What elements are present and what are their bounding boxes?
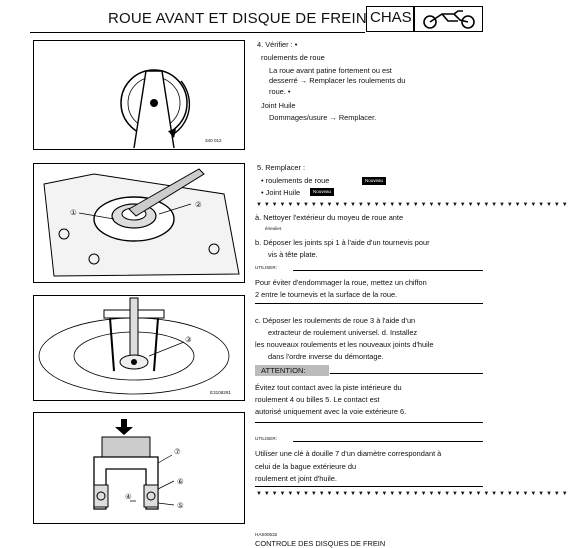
- footer-code: HAS00532: [255, 532, 278, 537]
- motorcycle-icon: [418, 8, 480, 30]
- page-title: ROUE AVANT ET DISQUE DE FREIN: [108, 10, 367, 27]
- step-5-title: 5. Remplacer :: [257, 163, 306, 172]
- step-a-text: à. Nettoyer l'extérieur du moyeu de roue ante: [255, 213, 404, 222]
- wheel-illustration: [34, 41, 243, 148]
- note-2-line-2: celui de la bague extérieure du: [255, 462, 357, 471]
- note-2-line-3: roulement et joint d'huile.: [255, 474, 337, 483]
- step-c-line-3: les nouveaux roulements et les nouveaux joints d'huile: [255, 340, 434, 349]
- note-label: UTILISER:: [255, 265, 277, 270]
- new-badge: Nouveau: [362, 177, 386, 185]
- attention-line-1: Évitez tout contact avec la piste intérieure du: [255, 383, 402, 392]
- figure-wheel-check: [33, 40, 245, 150]
- step-5-item-2: • Joint Huile: [261, 188, 301, 197]
- step-a-note: érieulier.: [265, 226, 283, 231]
- step-c-line-4: dans l'ordre inverse du démontage.: [268, 352, 384, 361]
- section-divider: [413, 6, 415, 32]
- figure-bearing-puller: [33, 295, 245, 401]
- callout-3: ③: [185, 335, 192, 344]
- note-1-line-1: Pour éviter d'endommager la roue, mettez un chiffon: [255, 278, 427, 287]
- figure-caption: 340 012: [205, 138, 222, 143]
- note-end-rule: [255, 486, 483, 487]
- step-4-desc-1: La roue avant patine fortement ou est: [269, 66, 392, 75]
- callout-1: ①: [70, 208, 77, 217]
- install-illustration: [34, 413, 243, 522]
- note-end-rule: [255, 303, 483, 304]
- note-label: UTILISER:: [255, 436, 277, 441]
- attention-end-rule: [255, 422, 483, 423]
- header-rule: [30, 32, 365, 33]
- note-rule: [293, 270, 483, 271]
- note-2-line-1: Utiliser une clé à douille 7 d'un diamètre correspondant à: [255, 449, 442, 458]
- figure-oil-seal-removal: [33, 163, 245, 283]
- step-4-desc-4: Dommages/usure → Remplacer.: [269, 113, 377, 122]
- callout-5: ⑤: [177, 501, 184, 510]
- attention-line-2: roulement 4 ou billes 5. Le contact est: [255, 395, 380, 404]
- step-4-item-2: Joint Huile: [261, 101, 296, 110]
- figure-bearing-install: [33, 412, 245, 524]
- figure-caption: E3108281: [210, 390, 231, 395]
- puller-illustration: [34, 296, 243, 399]
- step-4-desc-3: roue. •: [269, 87, 291, 96]
- procedure-start-marker: ▼▼▼▼▼▼▼▼▼▼▼▼▼▼▼▼▼▼▼▼▼▼▼▼▼▼▼▼▼▼▼▼▼▼▼▼▼▼▼▼: [256, 202, 570, 208]
- section-code: CHAS: [370, 9, 412, 26]
- step-4-item-1: roulements de roue: [261, 53, 325, 62]
- step-4-desc-2: desserré → Remplacer les roulements du: [269, 76, 406, 85]
- callout-6: ⑥: [177, 477, 184, 486]
- attention-label: ATTENTION:: [255, 365, 329, 376]
- step-b-line-2: vis à tête plate.: [268, 250, 318, 259]
- callout-2: ②: [195, 200, 202, 209]
- step-5-item-1: • roulements de roue: [261, 176, 330, 185]
- attention-rule: [330, 373, 483, 374]
- note-1-line-2: 2 entre le tournevis et la surface de la roue.: [255, 290, 398, 299]
- step-c-line-1: c. Déposer les roulements de roue 3 à l'aide d'un: [255, 316, 416, 325]
- step-c-line-2: extracteur de roulement universel. d. Installez: [268, 328, 418, 337]
- callout-4: ④: [125, 492, 132, 501]
- procedure-end-marker: ▼▼▼▼▼▼▼▼▼▼▼▼▼▼▼▼▼▼▼▼▼▼▼▼▼▼▼▼▼▼▼▼▼▼▼▼▼▼▼▼: [256, 491, 570, 497]
- callout-7: ⑦: [174, 447, 181, 456]
- hub-illustration: [34, 164, 243, 281]
- note-rule: [293, 441, 483, 442]
- attention-line-3: autorisé uniquement avec la voie extérieure 6.: [255, 407, 407, 416]
- new-badge: Nouveau: [310, 188, 334, 196]
- step-4-title: 4. Vérifier : •: [257, 40, 298, 49]
- step-b-line-1: b. Déposer les joints spi 1 à l'aide d'un tournevis pour: [255, 238, 430, 247]
- next-section-title: CONTROLE DES DISQUES DE FREIN: [255, 539, 386, 548]
